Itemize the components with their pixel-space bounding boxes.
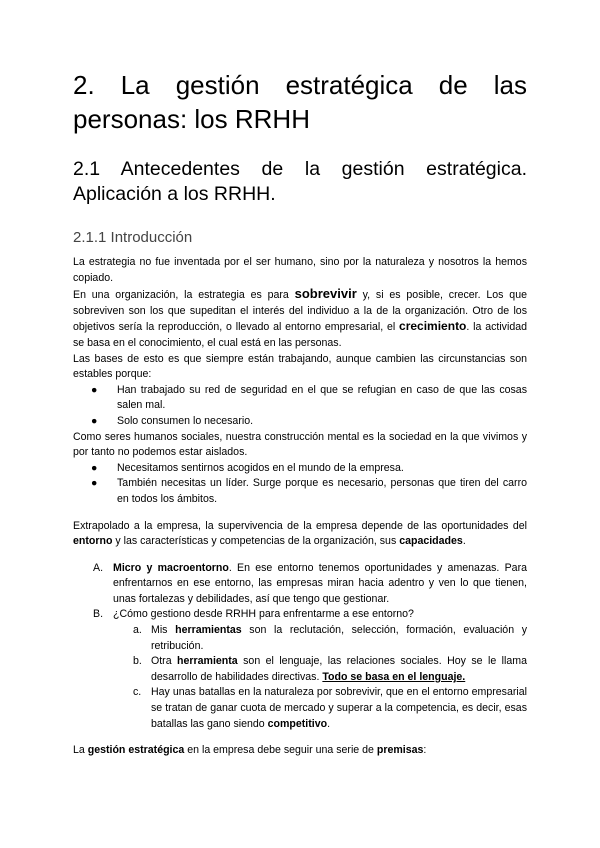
sub-c-bold: competitivo <box>267 717 328 730</box>
list-a-text: . En ese entorno tenemos oportunidades y amenazas. Para enfrentarnos en ese entorno, las empresas miran hacia adentro y ven lo que tienen, unas fortalezas y debilidades, así que tengo que gestionar. <box>113 561 527 605</box>
bullet-icon: ● <box>91 414 98 427</box>
list-item-text: También necesitas un líder. Surge porque es necesario, personas que tiren del carro en todos los ámbitos. <box>117 477 527 505</box>
p5-bold-capacidades: capacidades <box>399 535 463 548</box>
sub-list <box>113 623 527 732</box>
list-item-text: Han trabajado su red de seguridad en el que se refugian en caso de que las cosas salen mal. <box>117 383 527 412</box>
p5-text-c: y las características y competencias de la organización, sus <box>112 535 400 548</box>
sub-b-pre: Otra <box>151 655 178 668</box>
p5-bold-entorno: entorno <box>73 535 113 548</box>
spacer <box>73 550 527 561</box>
sub-c-post: . <box>327 717 331 730</box>
bullet-list-1 <box>73 383 527 430</box>
sub-a-post: son la reclutación, selección, formación, evaluación y retribución. <box>151 624 528 652</box>
p6-bold-gestion: gestión estratégica <box>87 744 185 757</box>
p2-bold-sobrevivir: sobrevivir <box>294 286 357 302</box>
paragraph-2 <box>73 286 527 351</box>
sub-b-underlined: Todo se basa en el lenguaje. <box>322 670 466 683</box>
paragraph-6 <box>73 743 527 759</box>
p2-text-c: y, si es posible, crecer. Los que sobreviven son los que supeditan el interés del individuo a la de la organización. Otro de los objetivos sería la reproducción, o llevado al entorno empresarial, el <box>73 289 527 334</box>
list-item-text: Solo consumen lo necesario. <box>117 414 254 427</box>
section-heading <box>73 157 527 207</box>
alpha-list <box>73 561 527 733</box>
p2-text-e: . la actividad se basa en el conocimiento, el cual está en las personas. <box>73 321 528 349</box>
list-item <box>91 414 527 430</box>
spacer <box>73 508 527 519</box>
chapter-heading <box>73 68 527 136</box>
paragraph-1: La estrategia no fue inventada por el ser humano, sino por la naturaleza y nosotros la hemos copiado. <box>73 256 527 284</box>
bullet-icon: ● <box>91 383 98 396</box>
p6-text-e: : <box>423 744 427 757</box>
list-marker: A. <box>93 561 104 574</box>
p6-text-a: La <box>73 744 88 757</box>
sub-item-c <box>133 685 527 732</box>
list-a-bold: Micro y macroentorno <box>113 561 229 574</box>
list-marker: B. <box>93 608 104 621</box>
list-item <box>91 383 527 414</box>
sub-b-bold: herramienta <box>177 655 238 668</box>
sub-a-bold: herramientas <box>175 624 242 637</box>
list-marker: b. <box>133 655 142 668</box>
list-item-b <box>93 607 528 732</box>
list-marker: c. <box>133 686 142 699</box>
sub-a-pre: Mis <box>151 624 176 637</box>
list-marker: a. <box>133 624 142 637</box>
p5-text-e: . <box>462 535 466 548</box>
paragraph-4: Como seres humanos sociales, nuestra construcción mental es la sociedad en la que vivimos y por tanto no podemos estar aislados. <box>73 430 527 459</box>
bullet-icon: ● <box>91 461 98 474</box>
subsection-heading: 2.1.1 Introducción <box>73 229 193 246</box>
paragraph-5 <box>73 519 527 550</box>
sub-item-a <box>133 623 528 654</box>
list-item-text: Necesitamos sentirnos acogidos en el mundo de la empresa. <box>117 461 404 474</box>
spacer <box>73 732 527 743</box>
bullet-list-2 <box>73 461 527 508</box>
section-heading-line2: Aplicación a los RRHH. <box>73 183 276 205</box>
sub-item-b <box>133 654 527 685</box>
p6-bold-premisas: premisas <box>376 744 424 757</box>
p5-text-a: Extrapolado a la empresa, la supervivencia de la empresa depende de las oportunidades del <box>73 519 527 532</box>
chapter-heading-line2: personas: los RRHH <box>73 104 310 134</box>
list-item <box>91 476 527 507</box>
chapter-heading-line1: 2. La gestión estratégica de las <box>73 70 527 100</box>
bullet-icon: ● <box>91 477 98 490</box>
sub-c-pre: Hay unas batallas en la naturaleza por sobrevivir, que en el entorno empresarial se tratan de ganar cuota de mercado y superar a la competencia, es decir, esas batallas las gano siendo <box>151 686 527 730</box>
p2-bold-crecimiento: crecimiento <box>399 319 467 334</box>
section-heading-line1: 2.1 Antecedentes de la gestión estratégica. <box>73 158 527 180</box>
p6-text-c: en la empresa debe seguir una serie de <box>184 744 377 757</box>
list-item <box>91 461 527 477</box>
list-item-a <box>93 561 527 608</box>
paragraph-3: Las bases de esto es que siempre están trabajando, aunque cambien las circunstancias son estables porque: <box>73 352 527 381</box>
list-b-text: ¿Cómo gestiono desde RRHH para enfrentarme a ese entorno? <box>113 608 414 621</box>
sub-b-post: son el lenguaje, las relaciones sociales. Hoy se le llama desarrollo de habilidades directivas. <box>151 655 527 683</box>
p2-text-a: En una organización, la estrategia es para <box>73 289 295 302</box>
